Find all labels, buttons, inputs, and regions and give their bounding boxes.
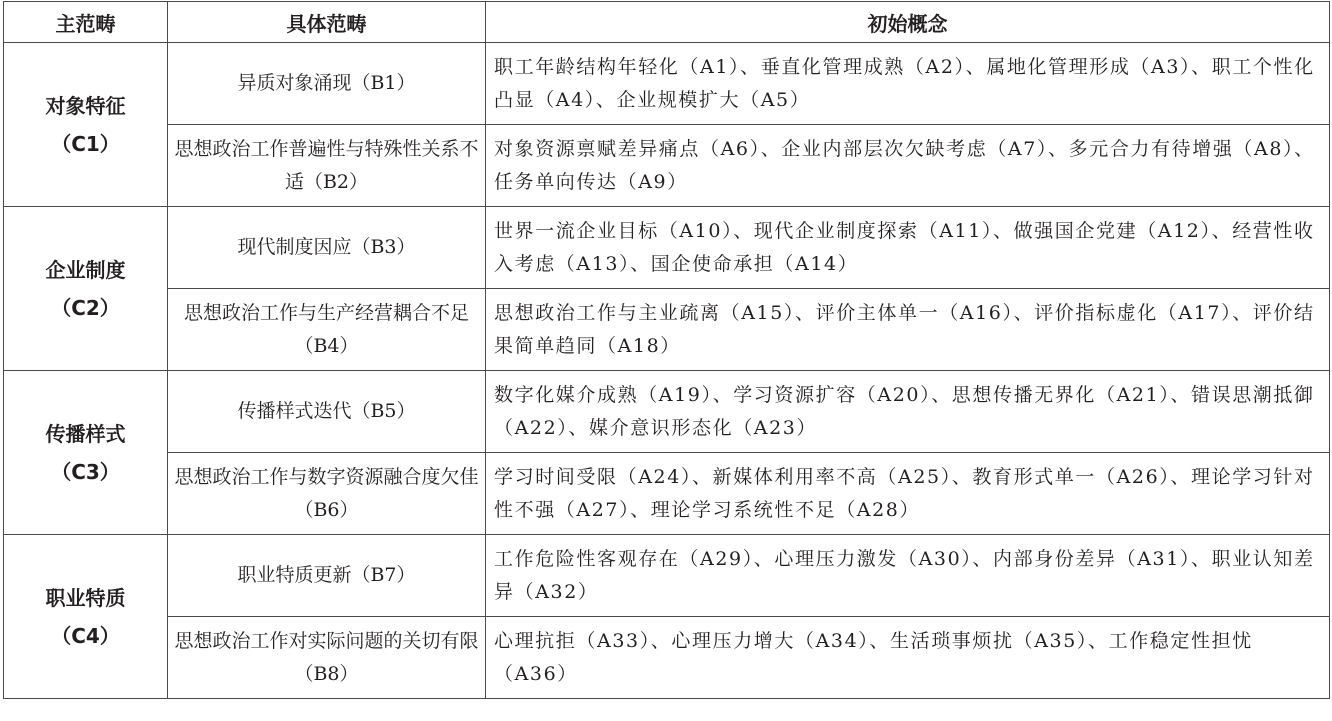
main-category-code: （C3） — [51, 459, 120, 484]
specific-category-cell: 思想政治工作与生产经营耦合不足（B4） — [168, 289, 486, 371]
initial-concept-cell: 世界一流企业目标（A10）、现代企业制度探索（A11）、做强国企党建（A12）、经营性收入考虑（A13）、国企使命承担（A14） — [486, 207, 1330, 289]
table-row — [4, 535, 1330, 617]
main-category-cell — [4, 371, 168, 535]
main-category-code: （C4） — [51, 623, 120, 648]
specific-category-cell: 思想政治工作对实际问题的关切有限（B8） — [168, 617, 486, 699]
specific-category-cell: 异质对象涌现（B1） — [168, 43, 486, 125]
specific-category-cell: 传播样式迭代（B5） — [168, 371, 486, 453]
table-row — [4, 371, 1330, 453]
specific-category-cell: 思想政治工作与数字资源融合度欠佳（B6） — [168, 453, 486, 535]
main-category-cell — [4, 207, 168, 371]
main-category-label: 传播样式 — [45, 421, 126, 446]
initial-concept-cell: 学习时间受限（A24）、新媒体利用率不高（A25）、教育形式单一（A26）、理论学习针对性不强（A27）、理论学习系统性不足（A28） — [486, 453, 1330, 535]
header-specific-category: 具体范畴 — [168, 2, 486, 43]
main-category-label: 对象特征 — [45, 93, 126, 118]
main-category-cell — [4, 43, 168, 207]
table-row — [4, 453, 1330, 535]
main-category-label: 职业特质 — [45, 585, 126, 610]
initial-concept-cell: 工作危险性客观存在（A29）、心理压力激发（A30）、内部身份差异（A31）、职业认知差异（A32） — [486, 535, 1330, 617]
initial-concept-cell: 思想政治工作与主业疏离（A15）、评价主体单一（A16）、评价指标虚化（A17）、评价结果简单趋同（A18） — [486, 289, 1330, 371]
header-main-category: 主范畴 — [4, 2, 168, 43]
table-row — [4, 43, 1330, 125]
main-category-code: （C1） — [51, 131, 120, 156]
initial-concept-cell: 心理抗拒（A33）、心理压力增大（A34）、生活琐事烦扰（A35）、工作稳定性担忧（A36） — [486, 617, 1330, 699]
table-row — [4, 125, 1330, 207]
header-initial-concept: 初始概念 — [486, 2, 1330, 43]
main-category-code: （C2） — [51, 295, 120, 320]
specific-category-cell: 现代制度因应（B3） — [168, 207, 486, 289]
table-row — [4, 617, 1330, 699]
initial-concept-cell: 数字化媒介成熟（A19）、学习资源扩容（A20）、思想传播无界化（A21）、错误思潮抵御（A22）、媒介意识形态化（A23） — [486, 371, 1330, 453]
table-row — [4, 289, 1330, 371]
initial-concept-cell: 对象资源禀赋差异痛点（A6）、企业内部层次欠缺考虑（A7）、多元合力有待增强（A8）、任务单向传达（A9） — [486, 125, 1330, 207]
table-header-row — [4, 2, 1330, 43]
category-table — [3, 1, 1330, 699]
main-category-cell — [4, 535, 168, 699]
table-row — [4, 207, 1330, 289]
specific-category-cell: 思想政治工作普遍性与特殊性关系不适（B2） — [168, 125, 486, 207]
initial-concept-cell: 职工年龄结构年轻化（A1）、垂直化管理成熟（A2）、属地化管理形成（A3）、职工个性化凸显（A4）、企业规模扩大（A5） — [486, 43, 1330, 125]
specific-category-cell: 职业特质更新（B7） — [168, 535, 486, 617]
main-category-label: 企业制度 — [45, 257, 126, 282]
